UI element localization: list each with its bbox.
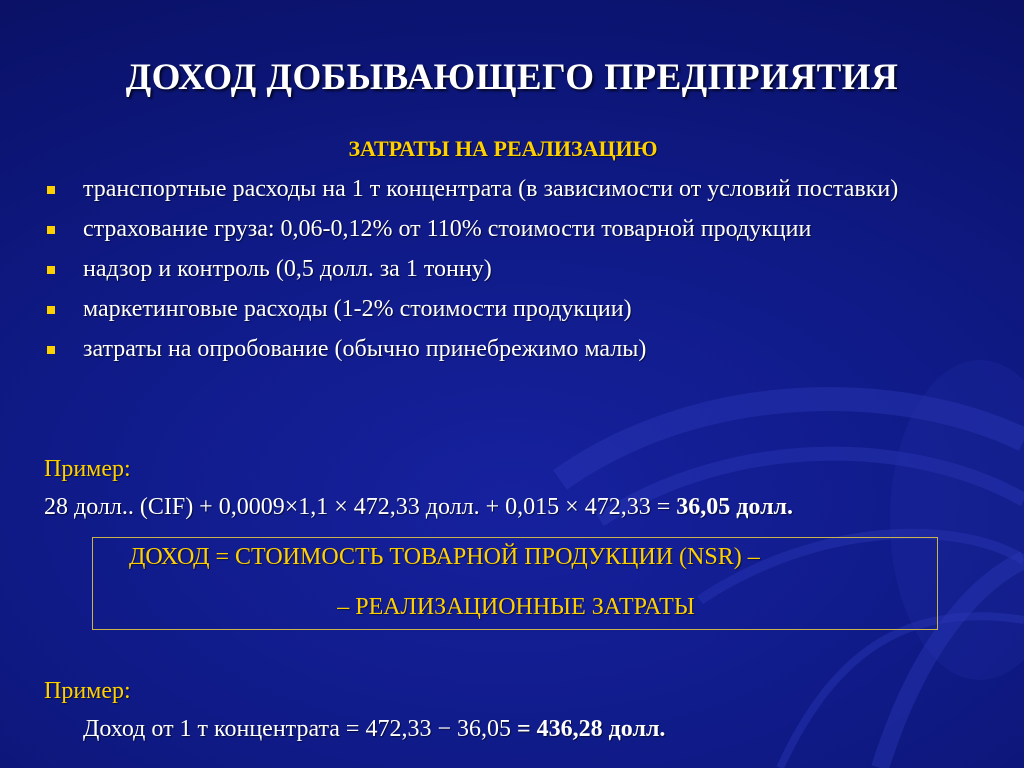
list-item-text: маркетинговые расходы (1-2% стоимости продукции)	[83, 296, 632, 322]
calculation-result: 36,05 долл.	[676, 494, 794, 520]
bullet-square-icon	[47, 186, 55, 194]
section-subtitle: ЗАТРАТЫ НА РЕАЛИЗАЦИЮ	[348, 136, 658, 161]
bullet-square-icon	[47, 226, 55, 234]
list-item	[44, 292, 984, 326]
list-item-text: страхование груза: 0,06-0,12% от 110% стоимости товарной продукции	[83, 216, 812, 242]
list-item	[44, 332, 984, 366]
formula-box	[92, 537, 938, 630]
income-calculation	[83, 716, 665, 743]
costs-list	[44, 172, 984, 372]
formula-line-2: – РЕАЛИЗАЦИОННЫЕ ЗАТРАТЫ	[337, 594, 695, 620]
bullet-square-icon	[47, 306, 55, 314]
example-label: Пример:	[44, 456, 131, 482]
bullet-square-icon	[47, 266, 55, 274]
calculation-text: 28 долл.. (CIF) + 0,0009×1,1 × 472,33 долл. + 0,015 × 472,33 =	[44, 494, 677, 520]
calculation-result: = 436,28 долл.	[516, 716, 666, 742]
bullet-square-icon	[47, 346, 55, 354]
list-item	[44, 172, 984, 206]
formula-line-1: ДОХОД = СТОИМОСТЬ ТОВАРНОЙ ПРОДУКЦИИ (NSR) –	[129, 544, 760, 570]
calculation-text: Доход от 1 т концентрата = 472,33 − 36,05	[83, 716, 517, 742]
list-item-text: транспортные расходы на 1 т концентрата (в зависимости от условий поставки)	[83, 176, 899, 202]
page-title: ДОХОД ДОБЫВАЮЩЕГО ПРЕДПРИЯТИЯ	[125, 57, 899, 98]
list-item	[44, 212, 984, 246]
list-item-text: надзор и контроль (0,5 долл. за 1 тонну)	[83, 256, 492, 282]
example-label: Пример:	[44, 678, 131, 704]
list-item	[44, 252, 984, 286]
list-item-text: затраты на опробование (обычно принебрежимо малы)	[83, 336, 647, 362]
example-calculation	[44, 494, 793, 521]
